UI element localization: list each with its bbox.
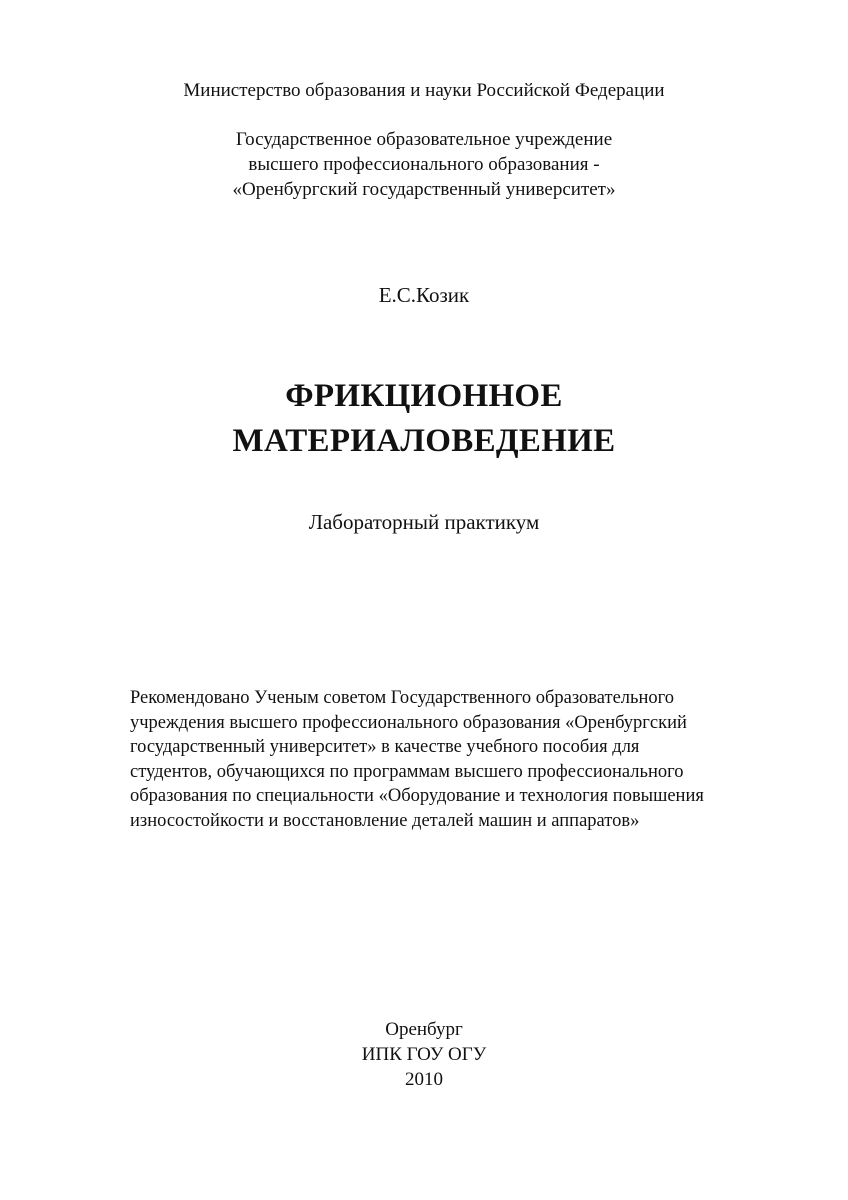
book-subtitle [0, 508, 848, 536]
institution-line-2: высшего профессионального образования - [248, 154, 600, 175]
subtitle-line: Лабораторный практикум [308, 510, 540, 534]
ministry-line: Министерство образования и науки Российской Федерации [183, 80, 665, 101]
institution-header [0, 127, 848, 202]
imprint [0, 1017, 848, 1092]
recommendation-line-5: образования по специальности «Оборудование и технология повышения [130, 786, 704, 806]
recommendation-line-4: студентов, обучающихся по программам высшего профессионального [130, 761, 684, 782]
author-line: Е.С.Козик [378, 283, 470, 307]
book-title [0, 374, 848, 464]
imprint-city: Оренбург [385, 1019, 463, 1040]
ministry-header [0, 78, 848, 104]
recommendation-paragraph [130, 686, 770, 833]
author-name [0, 281, 848, 309]
imprint-year: 2010 [405, 1069, 443, 1090]
recommendation-line-1: Рекомендовано Ученым советом Государственного образовательного [130, 688, 674, 708]
recommendation-line-3: государственный университет» в качестве учебного пособия для [130, 737, 640, 757]
institution-line-1: Государственное образовательное учреждение [235, 129, 613, 150]
recommendation-line-2: учреждения высшего профессионального образования «Оренбургский [130, 712, 687, 733]
imprint-publisher: ИПК ГОУ ОГУ [361, 1044, 487, 1065]
title-line-2: МАТЕРИАЛОВЕДЕНИЕ [232, 423, 616, 459]
title-line-1: ФРИКЦИОННОЕ [285, 378, 563, 414]
institution-line-3: «Оренбургский государственный университет» [232, 179, 616, 200]
recommendation-line-6: износостойкости и восстановление деталей машин и аппаратов» [130, 810, 640, 831]
